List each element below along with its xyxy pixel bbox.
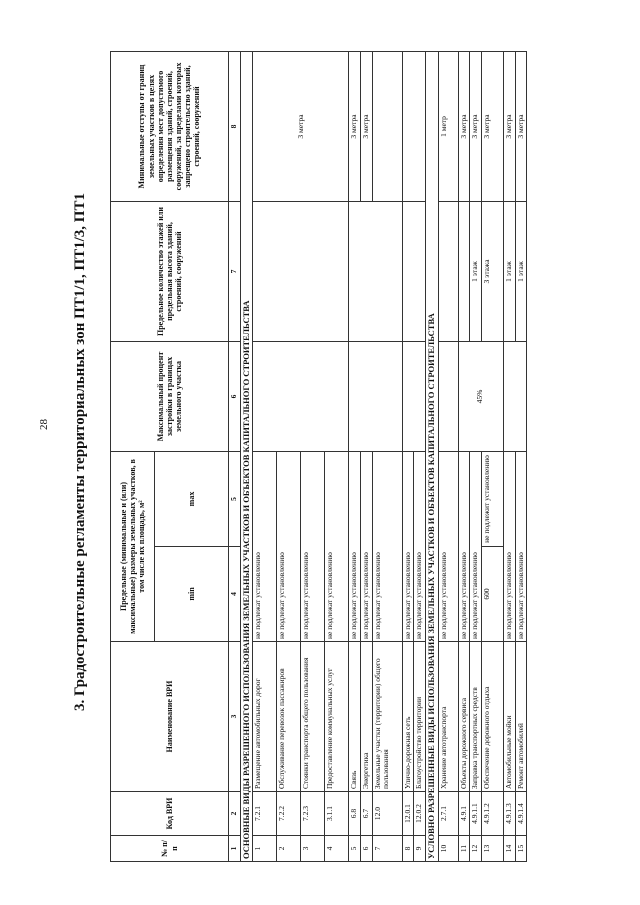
row-code: 4.9.1.4 <box>515 792 527 836</box>
row-floors: 1 этаж <box>470 202 482 342</box>
section-heading-main: ОСНОВНЫЕ ВИДЫ РАЗРЕШЕННОГО ИСПОЛЬЗОВАНИЯ ЗЕМЕЛЬНЫХ УЧАСТКОВ И ОБЪЕКТОВ КАПИТАЛЬНОГО СТРОИТЕЛЬСТВА <box>240 52 253 862</box>
row-code: 3.1.1 <box>325 792 349 836</box>
row-percent <box>402 342 425 452</box>
row-code: 2.7.1 <box>438 792 458 836</box>
row-num: 13 <box>481 836 503 862</box>
row-floors: 3 этажа <box>481 202 503 342</box>
row-name: Ремонт автомобилей <box>515 642 527 792</box>
row-floors: 1 этаж <box>515 202 527 342</box>
row-num: 3 <box>301 836 325 862</box>
row-floors <box>438 202 458 342</box>
row-size: не подлежат установлению <box>438 452 458 642</box>
table-row <box>503 52 515 862</box>
row-name: Земельные участки (территории) общего пользования <box>372 642 402 792</box>
row-code: 12.0 <box>372 792 402 836</box>
table-row <box>372 52 402 862</box>
regulations-table <box>110 51 527 862</box>
table-row <box>402 52 414 862</box>
row-num: 7 <box>372 836 402 862</box>
table-row <box>349 52 361 862</box>
row-percent <box>503 342 526 452</box>
row-size: не подлежат установлению <box>361 452 373 642</box>
row-num: 6 <box>361 836 373 862</box>
row-code: 4.9.1 <box>458 792 470 836</box>
row-num: 1 <box>253 836 277 862</box>
row-setback <box>402 52 425 202</box>
header-setback: Минимальные отступы от границ земельных участков в целях определения мест допустимого размещения зданий, строений, сооружений, за пределами которых запрещено строительство зданий, строений, сооружений <box>111 52 229 202</box>
table-row <box>470 52 482 862</box>
row-setback: 3 метра <box>515 52 527 202</box>
row-num: 15 <box>515 836 527 862</box>
row-percent <box>438 342 458 452</box>
row-setback: 3 метра <box>253 52 349 202</box>
row-code: 7.2.3 <box>301 792 325 836</box>
column-number: 7 <box>229 202 241 342</box>
row-name: Объекты дорожного сервиса <box>458 642 470 792</box>
row-num: 2 <box>277 836 301 862</box>
row-size: не подлежат установлению <box>372 452 402 642</box>
header-percent: Максимальный процент застройки в границах земельного участка <box>111 342 229 452</box>
table-row <box>481 52 503 862</box>
row-max: не подлежит установлению <box>481 452 503 547</box>
column-number: 4 <box>229 547 241 642</box>
row-code: 12.0.1 <box>402 792 414 836</box>
row-floors <box>458 202 470 342</box>
row-name: Благоустройство территории <box>414 642 426 792</box>
row-setback: 1 метр <box>438 52 458 202</box>
row-size: не подлежат установлению <box>325 452 349 642</box>
column-number: 5 <box>229 452 241 547</box>
row-percent: 45% <box>458 342 503 452</box>
row-num: 9 <box>414 836 426 862</box>
column-number: 6 <box>229 342 241 452</box>
table-row <box>253 52 277 862</box>
column-number: 2 <box>229 792 241 836</box>
row-size: не подлежат установлению <box>503 452 515 642</box>
table-row <box>515 52 527 862</box>
row-setback: 3 метра <box>470 52 482 202</box>
table-row <box>361 52 373 862</box>
row-floors: 1 этаж <box>503 202 515 342</box>
page-title: 3. Градостроительные регламенты территориальных зон ПТ1/1, ПТ1/3, ПТ1 <box>72 193 88 711</box>
header-max: max <box>155 452 229 547</box>
row-name: Энергетика <box>361 642 373 792</box>
row-name: Размещение автомобильных дорог <box>253 642 277 792</box>
row-code: 4.9.1.2 <box>481 792 503 836</box>
row-size: не подлежат установлению <box>458 452 470 642</box>
row-size: не подлежат установлению <box>301 452 325 642</box>
section-heading-conditional: УСЛОВНО РАЗРЕШЕННЫЕ ВИДЫ ИСПОЛЬЗОВАНИЯ ЗЕМЕЛЬНЫХ УЧАСТКОВ И ОБЪЕКТОВ КАПИТАЛЬНОГО СТРОИТЕЛЬСТВА <box>425 52 438 862</box>
row-name: Предоставление коммунальных услуг <box>325 642 349 792</box>
row-name: Заправка транспортных средств <box>470 642 482 792</box>
row-setback: 3 метра <box>458 52 470 202</box>
row-percent <box>253 342 349 452</box>
row-floors <box>253 202 349 342</box>
row-num: 11 <box>458 836 470 862</box>
row-setback: 3 метра <box>361 52 373 202</box>
row-size: не подлежат установлению <box>349 452 361 642</box>
row-size: не подлежат установлению <box>470 452 482 642</box>
row-size: не подлежат установлению <box>253 452 277 642</box>
column-number: 3 <box>229 642 241 792</box>
row-num: 14 <box>503 836 515 862</box>
row-name: Улично-дорожная сеть <box>402 642 414 792</box>
page-number: 28 <box>38 419 50 430</box>
row-num: 5 <box>349 836 361 862</box>
header-min: min <box>155 547 229 642</box>
row-code: 7.2.2 <box>277 792 301 836</box>
row-percent <box>349 342 402 452</box>
row-setback: 3 метра <box>481 52 503 202</box>
row-code: 12.0.2 <box>414 792 426 836</box>
row-num: 8 <box>402 836 414 862</box>
row-code: 6.7 <box>361 792 373 836</box>
row-size: не подлежат установлению <box>277 452 301 642</box>
header-code: Код ВРИ <box>111 792 229 836</box>
row-setback: 3 метра <box>349 52 361 202</box>
row-name: Стоянки транспорта общего пользования <box>301 642 325 792</box>
row-code: 7.2.1 <box>253 792 277 836</box>
row-size: не подлежат установлению <box>515 452 527 642</box>
column-number: 1 <box>229 836 241 862</box>
row-setback: 3 метра <box>503 52 515 202</box>
row-size: не подлежат установлению <box>402 452 414 642</box>
table-row <box>438 52 458 862</box>
table-row <box>458 52 470 862</box>
row-name: Автомобильные мойки <box>503 642 515 792</box>
row-floors <box>402 202 425 342</box>
header-sizes: Предельные (минимальные и (или) максимальные) размеры земельных участков, в том числе их площадь, м² <box>111 452 155 642</box>
row-size: не подлежат установлению <box>414 452 426 642</box>
row-code: 4.9.1.3 <box>503 792 515 836</box>
column-number: 8 <box>229 52 241 202</box>
row-num: 12 <box>470 836 482 862</box>
row-num: 4 <box>325 836 349 862</box>
rotated-content <box>72 42 632 862</box>
row-name: Связь <box>349 642 361 792</box>
row-floors <box>349 202 402 342</box>
row-code: 6.8 <box>349 792 361 836</box>
header-name: Наименование ВРИ <box>111 642 229 792</box>
row-num: 10 <box>438 836 458 862</box>
header-num: № п/п <box>111 836 229 862</box>
header-floors: Предельное количество этажей или предельная высота зданий, строений, сооружений <box>111 202 229 342</box>
row-setback <box>372 52 402 202</box>
row-name: Обслуживание перевозок пассажиров <box>277 642 301 792</box>
row-name: Хранение автотранспорта <box>438 642 458 792</box>
row-name: Обеспечение дорожного отдыха <box>481 642 503 792</box>
row-code: 4.9.1.1 <box>470 792 482 836</box>
row-min: 600 <box>481 547 503 642</box>
